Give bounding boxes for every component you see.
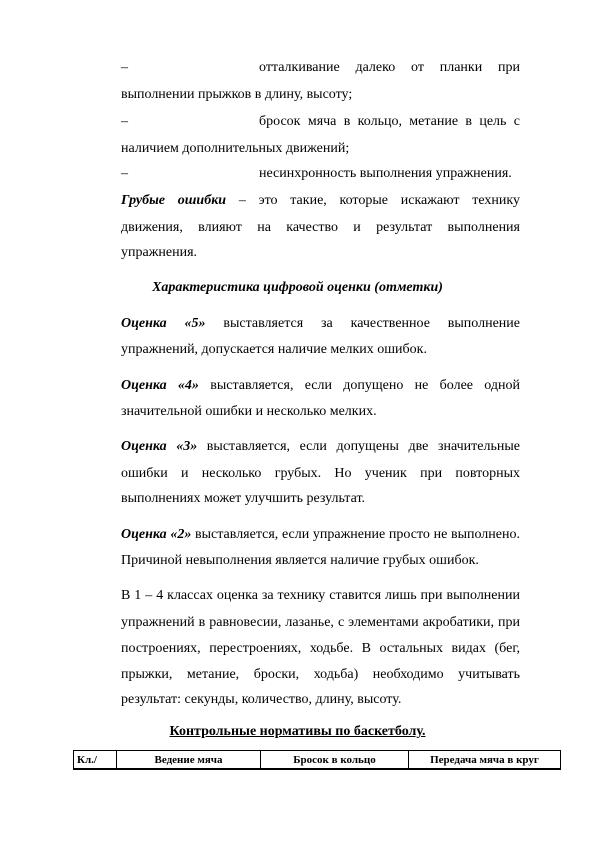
paragraph-line: Грубые ошибки – это такие, которые искажают технику (121, 193, 521, 208)
list-item-text: бросок мяча в кольцо, метание в цель с (259, 114, 520, 129)
paragraph-line: результат: секунды, количество, длину, высоту. (121, 692, 402, 707)
paragraph-line: Оценка «3» выставляется, если допущены две значительные (121, 439, 520, 454)
paragraph-line: Оценка «5» выставляется за качественное выполнение (121, 316, 520, 331)
term: Оценка «5» (121, 316, 206, 331)
term: Грубые ошибки (121, 193, 227, 208)
paragraph-line: упражнения. (121, 245, 198, 260)
table-header-cell: Кл./ (74, 751, 117, 768)
paragraph-line: упражнений в равновесии, лазанье, с элементами акробатики, при (121, 615, 520, 630)
section-heading: Характеристика цифровой оценки (отметки) (152, 280, 443, 295)
list-dash: – (121, 114, 128, 129)
paragraph-line: В 1 – 4 классах оценка за технику ставится лишь при выполнении (121, 588, 520, 603)
table-header-cell: Ведение мяча (117, 751, 261, 768)
table-header-cell: Передача мяча в круг (430, 753, 539, 766)
paragraph-line: прыжки, метание, броски, ходьба) необходимо учитывать (121, 667, 520, 682)
paragraph-line: ошибки и несколько грубых. Но ученик при повторных (121, 466, 520, 481)
term: Оценка «4» (121, 378, 199, 393)
table-header-row (73, 750, 561, 770)
list-item-text: несинхронность выполнения упражнения. (259, 166, 512, 181)
paragraph-line: движения, влияют на качество и результат выполнения (121, 220, 520, 235)
list-dash: – (121, 60, 128, 75)
paragraph-line: построениях, перестроениях, ходьбе. В остальных видах (бег, (121, 641, 520, 656)
paragraph-line: Оценка «4» выставляется, если допущено не более одной (121, 378, 520, 393)
table-title: Контрольные нормативы по баскетболу. (169, 724, 426, 739)
table-header-cell: Бросок в кольцо (261, 751, 409, 768)
paragraph-line: Оценка «2» выставляется, если упражнение просто не выполнено. (121, 527, 520, 542)
paragraph-line: значительной ошибки и несколько мелких. (121, 404, 377, 419)
paragraph-line: Причиной невыполнения является наличие грубых ошибок. (121, 553, 479, 568)
paragraph-line: выполнениях может улучшить результат. (121, 491, 366, 506)
list-dash: – (121, 166, 128, 181)
term: Оценка «3» (121, 439, 198, 454)
list-item-text: наличием дополнительных движений; (121, 141, 350, 156)
paragraph-line: упражнений, допускается наличие мелких ошибок. (121, 342, 427, 357)
term: Оценка «2» (121, 527, 192, 542)
list-item-text: отталкивание далеко от планки при (259, 60, 520, 75)
list-item-text: выполнении прыжков в длину, высоту; (121, 87, 353, 102)
